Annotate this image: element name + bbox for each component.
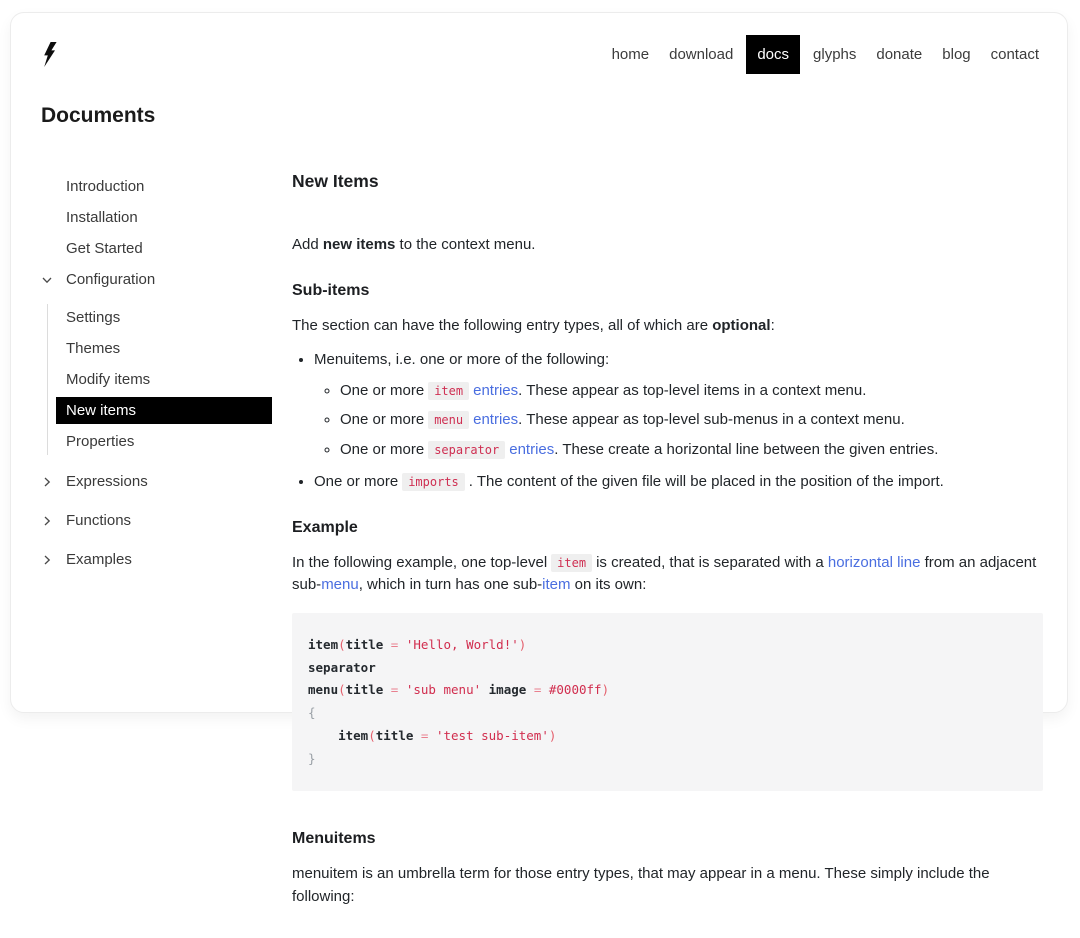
code-token: item [308,636,339,652]
inline-code: item [551,554,592,572]
list-item-text [340,411,905,428]
text-run: is created, that is separated with a [596,553,828,571]
inline-link[interactable]: item [542,576,571,594]
text-run: The section can have the following entry types, all of which are [292,316,713,334]
chevron-right-icon [41,476,66,488]
inline-link[interactable]: horizontal line [827,553,921,571]
nav-donate[interactable]: donate [876,46,923,63]
code-token: { [308,705,316,720]
sidebar-configuration-group [47,304,292,455]
code-token: ( [368,727,376,743]
list-item-text [314,473,944,490]
list-item-text [314,351,609,368]
sidebar-item-label: Modify items [66,371,151,388]
bolt-icon [41,42,58,68]
code-token: 'test sub-item' [435,727,549,743]
text-run: One or more [340,440,425,458]
code-token: = [413,727,436,743]
list-item-text [340,382,866,399]
sidebar-item-functions[interactable] [41,508,292,533]
sidebar-item-label: Settings [66,309,121,326]
code-token: } [308,750,316,766]
chevron-right-icon [41,515,66,527]
example-intro [292,552,1043,597]
top-navigation [602,35,1049,74]
code-block [292,613,1043,792]
code-token: ) [548,727,557,743]
sidebar-item-installation[interactable] [41,205,292,230]
sidebar-item-expressions[interactable] [41,469,292,494]
code-token: separator [308,659,376,675]
site-header [11,13,1067,74]
menuitems-paragraph: menuitem is an umbrella term for those entry types, that may appear in a menu. These simply include the following: [292,865,990,905]
text-run: Menuitems, i.e. one or more of the following: [314,351,610,369]
subitems-heading: Sub-items [292,281,370,299]
entry-type-list [292,349,1043,494]
sidebar-item-label: Examples [66,551,132,568]
sidebar-item-modify-items[interactable] [56,366,272,393]
bold-text: new items [322,236,396,254]
code-line [308,702,1027,725]
text-run: Add [292,236,323,254]
code-line [308,634,1027,657]
text-run: One or more [340,411,425,429]
inline-link[interactable]: menu [321,576,359,594]
text-run: on its own: [570,576,647,594]
inline-link[interactable]: entries [473,411,519,429]
code-line [308,725,1027,748]
text-run: . These create a horizontal line between the given entries. [554,440,939,458]
code-token: = [383,682,406,698]
inline-code: item [428,382,469,400]
sidebar-item-settings[interactable] [56,304,272,331]
nav-docs[interactable]: docs [746,35,800,74]
sidebar-item-label: Configuration [66,271,156,288]
inline-code: imports [402,473,465,491]
text-run: In the following example, one top-level [292,553,548,571]
sidebar-item-new-items[interactable] [56,397,272,424]
code-token: = [526,682,549,698]
sidebar-item-themes[interactable] [56,335,272,362]
sidebar-item-label: Properties [66,433,135,450]
code-token: title [375,727,414,743]
code-token: title [345,682,384,698]
page-title: Documents [41,104,156,127]
code-line [308,679,1027,702]
bold-text: optional [712,316,771,334]
text-run: One or more [340,381,425,399]
page-card [10,12,1068,905]
sidebar-item-label: Get Started [66,240,143,257]
code-token [308,728,338,743]
nav-download[interactable]: download [669,46,734,63]
sidebar-item-label: Functions [66,512,132,529]
list-item-text [340,441,938,458]
code-token: title [345,636,384,652]
list-item-imports [314,471,1043,494]
sidebar-item-label: Installation [66,209,138,226]
text-run: to the context menu. [395,236,536,254]
sidebar-item-label: Themes [66,340,121,357]
inline-code: separator [428,441,505,459]
nav-contact[interactable]: contact [990,46,1039,63]
code-token [481,682,489,697]
text-run: One or more [314,473,399,491]
code-token: = [383,636,406,652]
sidebar-item-examples[interactable] [41,547,292,572]
code-token: menu [308,682,339,698]
intro-paragraph [292,234,1043,257]
nav-blog[interactable]: blog [942,46,971,63]
sidebar-item-introduction[interactable] [41,174,292,199]
code-token: ) [601,682,610,698]
menuitems-sub-list [314,380,1043,462]
example-heading: Example [292,518,358,536]
text-run: from an adjacent sub- [292,553,1037,594]
list-item-menuitems [314,349,1043,461]
code-token: ( [338,636,346,652]
docs-sidebar [41,168,292,938]
code-token: 'sub menu' [405,682,482,698]
chevron-down-icon [41,274,66,286]
doc-main [292,168,1043,938]
code-token: image [488,682,527,698]
text-run: : [770,316,775,334]
chevron-right-icon [41,554,66,566]
text-run: . These appear as top-level items in a context menu. [518,381,867,399]
doc-heading: New Items [292,171,379,191]
list-item-separator-entries [340,439,1043,462]
text-run: . These appear as top-level sub-menus in a context menu. [518,411,905,429]
subitems-intro [292,315,1043,338]
nav-home[interactable]: home [611,46,650,63]
code-token: ) [518,636,527,652]
inline-code: menu [428,411,469,429]
code-token: ( [338,682,346,698]
sidebar-item-get-started[interactable] [41,236,292,261]
list-item-menu-entries [340,409,1043,432]
menuitems-heading: Menuitems [292,830,376,848]
code-line [308,748,1027,771]
inline-link[interactable]: entries [473,381,519,399]
code-line [308,657,1027,680]
sidebar-item-label: New items [66,402,137,419]
content-area [11,128,1067,938]
brand-logo[interactable] [41,42,58,68]
list-item-item-entries [340,380,1043,403]
sidebar-item-label: Introduction [66,178,145,195]
code-token: item [338,727,369,743]
sidebar-item-properties[interactable] [56,428,272,455]
text-run: . The content of the given file will be placed in the position of the import. [468,473,944,491]
sidebar-item-label: Expressions [66,473,148,490]
sidebar-item-configuration[interactable] [41,267,292,292]
inline-link[interactable]: entries [509,440,555,458]
nav-glyphs[interactable]: glyphs [813,46,857,63]
code-token: 'Hello, World!' [405,636,519,652]
text-run: , which in turn has one sub- [358,576,543,594]
code-token: #0000ff [548,682,602,698]
